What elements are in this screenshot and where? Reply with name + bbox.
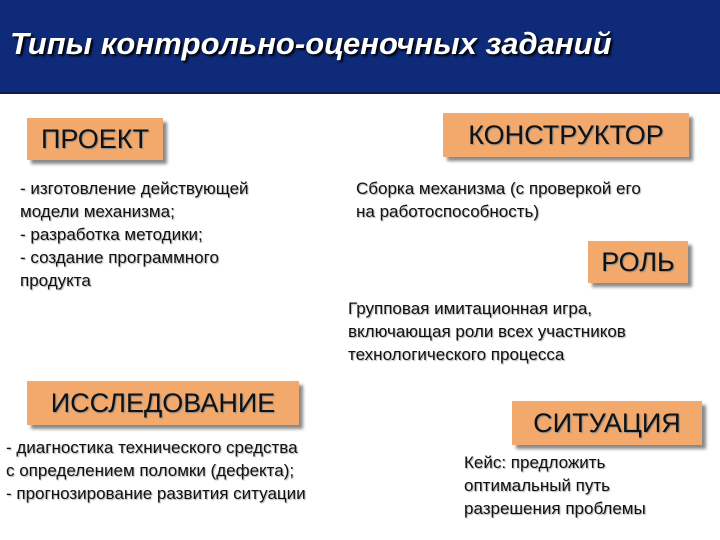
project-line-4: - создание программного xyxy=(20,248,219,267)
project-description xyxy=(20,177,249,292)
role-line-2: включающая роли всех участников xyxy=(348,322,626,341)
project-label-text: ПРОЕКТ xyxy=(40,123,150,154)
constructor-description xyxy=(356,177,641,223)
constructor-label-text: КОНСТРУКТОР xyxy=(468,119,664,150)
project-line-2: модели механизма; xyxy=(20,202,175,221)
role-label-text: РОЛЬ xyxy=(601,246,675,277)
title-bar xyxy=(0,0,720,94)
project-line-1: - изготовление действующей xyxy=(20,179,249,198)
situation-description xyxy=(464,451,646,520)
research-label xyxy=(27,381,299,425)
research-line-2: с определением поломки (дефекта); xyxy=(6,461,295,480)
constructor-label xyxy=(443,113,689,157)
research-description xyxy=(6,436,306,505)
slide-title: Типы контрольно-оценочных заданий xyxy=(10,26,612,61)
situation-line-3: разрешения проблемы xyxy=(464,499,646,518)
project-line-5: продукта xyxy=(20,271,91,290)
role-description xyxy=(348,297,626,366)
research-line-1: - диагностика технического средства xyxy=(6,438,298,457)
situation-label xyxy=(512,401,702,445)
constructor-line-1: Сборка механизма (с проверкой его xyxy=(356,179,641,198)
situation-line-2: оптимальный путь xyxy=(464,476,611,495)
research-line-3: - прогнозирование развития ситуации xyxy=(6,484,306,503)
situation-line-1: Кейс: предложить xyxy=(464,453,606,472)
project-line-3: - разработка методики; xyxy=(20,225,203,244)
situation-label-text: СИТУАЦИЯ xyxy=(533,407,681,438)
role-line-1: Групповая имитационная игра, xyxy=(348,299,593,318)
role-label xyxy=(588,241,688,283)
constructor-line-2: на работоспособность) xyxy=(356,202,540,221)
project-label xyxy=(27,118,163,160)
research-label-text: ИССЛЕДОВАНИЕ xyxy=(50,387,276,418)
role-line-3: технологического процесса xyxy=(348,345,565,364)
